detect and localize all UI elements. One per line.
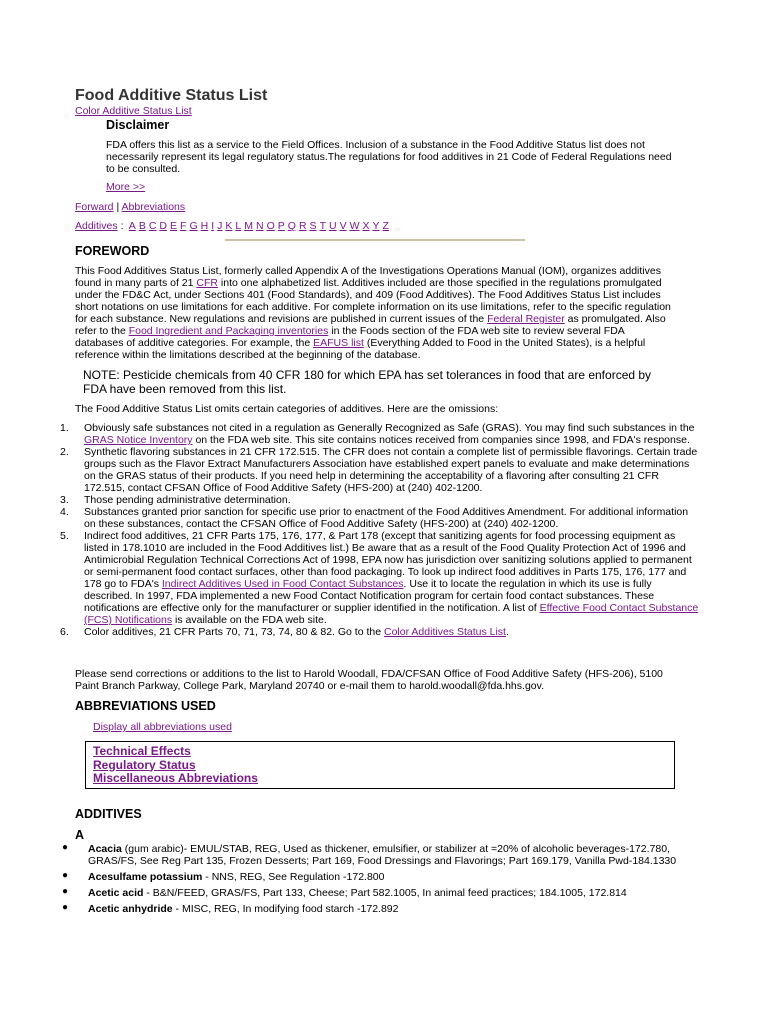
pesticide-note: NOTE: Pesticide chemicals from 40 CFR 180 for which EPA has set tolerances in food that are enforced by FDA have been removed from this list.: [83, 368, 652, 396]
letter-link-m[interactable]: M: [244, 220, 253, 232]
indirect-additives-link[interactable]: Indirect Additives Used in Food Contact Substances: [161, 578, 404, 590]
list-item: 3. Those pending administrative determination.: [60, 494, 291, 506]
letter-link-j[interactable]: J: [217, 220, 223, 232]
list-item: 2. Synthetic flavoring substances in 21 CFR 172.515. The CFR does not contain a complete list of permissible flavorings. Certain trade groups such as the Flavor Extract Manufacturers Association have established expert panels to evaluate and make determinations on the GRAS status of their products. If you need help in determining the acceptability of a flavoring after consulting 21 CFR 172.515, contact CFSAN Office of Food Additive Safety (HFS-200) at (240) 402-1200.: [60, 446, 698, 494]
federal-register-link[interactable]: Federal Register: [487, 313, 565, 325]
more-link[interactable]: More >>: [106, 181, 146, 193]
bullet-icon: ●: [62, 902, 69, 913]
disclaimer-text: FDA offers this list as a service to the Field Offices. Inclusion of a substance in the Food Additive Status list does not necessarily represent its legal regulatory status.The regulations for food additives in 21 Code of Federal Regulations need to be consulted.: [106, 139, 672, 175]
list-item: ● Acacia (gum arabic)- EMUL/STAB, REG, Used as thickener, emulsifier, or stabilizer at =20% of alcoholic beverages-172.780, GRAS/FS, See Reg Part 135, Frozen Desserts; Part 169, Food Dressings and Flavorings; Part 169.179, Vanilla Pwd-184.1330: [62, 842, 677, 867]
letter-link-e[interactable]: E: [170, 220, 178, 232]
letter-link-w[interactable]: W: [349, 220, 360, 232]
letter-link-k[interactable]: K: [225, 220, 233, 232]
alpha-colon: :: [120, 220, 124, 232]
letter-link-v[interactable]: V: [339, 220, 347, 232]
cfr-link[interactable]: CFR: [196, 277, 218, 289]
letter-link-u[interactable]: U: [328, 220, 337, 232]
bullet-icon: ●: [62, 842, 69, 853]
regulatory-status-link[interactable]: Regulatory Status: [93, 757, 196, 772]
nav-separator: |: [116, 201, 120, 213]
color-additives-status-link[interactable]: Color Additives Status List: [384, 626, 506, 638]
list-item: ● Acetic acid - B&N/FEED, GRAS/FS, Part 133, Cheese; Part 582.1005, In animal feed practices; 184.1005, 172.814: [62, 886, 627, 899]
letter-link-t[interactable]: T: [319, 220, 326, 232]
letter-link-b[interactable]: B: [138, 220, 146, 232]
letter-link-y[interactable]: Y: [372, 220, 380, 232]
color-additive-link[interactable]: Color Additive Status List: [75, 105, 192, 117]
abbreviations-box: [85, 741, 675, 789]
inventories-link[interactable]: Food Ingredient and Packaging inventories: [128, 325, 329, 337]
misc-abbreviations-link[interactable]: Miscellaneous Abbreviations: [93, 771, 258, 785]
bullet-icon: ●: [62, 870, 69, 881]
bullet-icon: ●: [62, 886, 69, 897]
letter-link-d[interactable]: D: [159, 220, 168, 232]
letter-link-z[interactable]: Z: [382, 220, 389, 232]
omissions-intro: The Food Additive Status List omits certain categories of additives. Here are the omissions:: [75, 403, 499, 415]
list-item: 5. Indirect food additives, 21 CFR Parts 175, 176, 177, & Part 178 (except that sanitizing agents for food processing equipment as listed in 178.1010 are included in the Food Additives list.) Be aware that as a result of the Food Quality Protection Act of 1996 and Antimicrobial Regulation Technical Corrections Act of 1998, EPA now has jurisdiction over sanitizing solutions applied to permanent or semi-permanent food contact surfaces, other than food packaging. To look up indirect food additives in Parts 175, 176, 177 and 178 go to FDA's Indirect Additives Used in Food Contact Substances. Use it to locate the regulation in which its use is fully described. In 1997, FDA implemented a new Food Contact Notification program for certain food contact substances. These notifications are effective only for the manufacturer or supplier identified in the notification. A list of Effective Food Contact Substance (FCS) Notifications is available on the FDA web site.: [60, 530, 699, 626]
additive-name: Acacia: [88, 843, 122, 855]
page-title: Food Additive Status List: [75, 87, 268, 104]
fcs-notifications-link[interactable]: Effective Food Contact Substance (FCS) Notifications: [84, 602, 699, 626]
additives-link[interactable]: Additives: [75, 220, 118, 232]
letter-link-g[interactable]: G: [189, 220, 198, 232]
forward-link[interactable]: Forward: [75, 201, 114, 213]
letter-link-c[interactable]: C: [148, 220, 157, 232]
technical-effects-link[interactable]: Technical Effects: [93, 744, 191, 758]
contact-paragraph: Please send corrections or additions to the list to Harold Woodall, FDA/CFSAN Office of Food Additive Safety (HFS-206), 5100 Paint Branch Parkway, College Park, Maryland 20740 or e-mail them to harold.woodall@fda.hhs.gov.: [75, 668, 663, 692]
letter-links: [129, 220, 392, 232]
abbreviations-link[interactable]: Abbreviations: [121, 201, 186, 213]
letter-link-q[interactable]: Q: [287, 220, 296, 232]
letter-link-p[interactable]: P: [277, 220, 285, 232]
additive-name: Acetic acid: [88, 887, 144, 899]
foreword-paragraph: This Food Additives Status List, formerly called Appendix A of the Investigations Operations Manual (IOM), organizes additives found in many parts of 21 CFR into one alphabetized list. Additives included are those specified in the regulations promulgated under the FD&C Act, under Sections 401 (Food Standards), and 409 (Food Additives). The Food Additives Status List includes short notations on use limitations for each additive. For complete information on its use limitations, refer to the specific regulation for each substance. New regulations and revisions are published in current issues of the Federal Register as promulgated. Also refer to the Food Ingredient and Packaging inventories in the Foods section of the FDA web site to review several FDA databases of additive categories. For example, the EAFUS list (Everything Added to Food in the United States), is a helpful reference within the limitations described at the beginning of the database.: [75, 265, 671, 361]
list-item: 6. Color additives, 21 CFR Parts 70, 71, 73, 74, 80 & 82. Go to the Color Additives Status List.: [60, 626, 509, 638]
letter-link-s[interactable]: S: [309, 220, 317, 232]
letter-heading: A: [75, 828, 85, 842]
additives-list: [0, 843, 700, 919]
additive-name: Acetic anhydride: [88, 903, 173, 915]
gras-inventory-link[interactable]: GRAS Notice Inventory: [84, 434, 193, 446]
list-item: 4. Substances granted prior sanction for specific use prior to enactment of the Food Additives Amendment. For additional information on these substances, contact the CFSAN Office of Food Additive Safety (HFS-200) at (240) 402-1200.: [60, 506, 689, 530]
top-nav: [75, 201, 185, 213]
additives-heading: ADDITIVES: [75, 807, 142, 821]
letter-link-a[interactable]: A: [128, 220, 136, 232]
disclaimer-heading: Disclaimer: [106, 118, 170, 132]
additive-name: Acesulfame potassium: [88, 871, 203, 883]
letter-link-o[interactable]: O: [266, 220, 275, 232]
letter-link-f[interactable]: F: [180, 220, 187, 232]
letter-link-n[interactable]: N: [256, 220, 264, 232]
letter-link-h[interactable]: H: [200, 220, 209, 232]
display-all-abbreviations-link[interactable]: Display all abbreviations used: [93, 721, 232, 733]
letter-link-l[interactable]: L: [235, 220, 242, 232]
eafus-link[interactable]: EAFUS list: [313, 337, 364, 349]
letter-link-r[interactable]: R: [298, 220, 307, 232]
abbreviations-heading: ABBREVIATIONS USED: [75, 699, 216, 713]
foreword-heading: FOREWORD: [75, 244, 150, 258]
letter-link-x[interactable]: X: [362, 220, 370, 232]
list-item: 1. Obviously safe substances not cited in a regulation as Generally Recognized as Safe (GRAS). You may find such substances in the GRAS Notice Inventory on the FDA web site. This site contains notices received from companies since 1998, and FDA's response.: [60, 422, 695, 446]
horizontal-rule: [225, 239, 525, 241]
alpha-index: [75, 220, 392, 232]
omissions-list: [0, 422, 700, 638]
list-item: ● Acesulfame potassium - NNS, REG, See Regulation -172.800: [62, 870, 385, 883]
list-item: ● Acetic anhydride - MISC, REG, In modifying food starch -172.892: [62, 902, 399, 915]
letter-link-i[interactable]: I: [211, 220, 215, 232]
